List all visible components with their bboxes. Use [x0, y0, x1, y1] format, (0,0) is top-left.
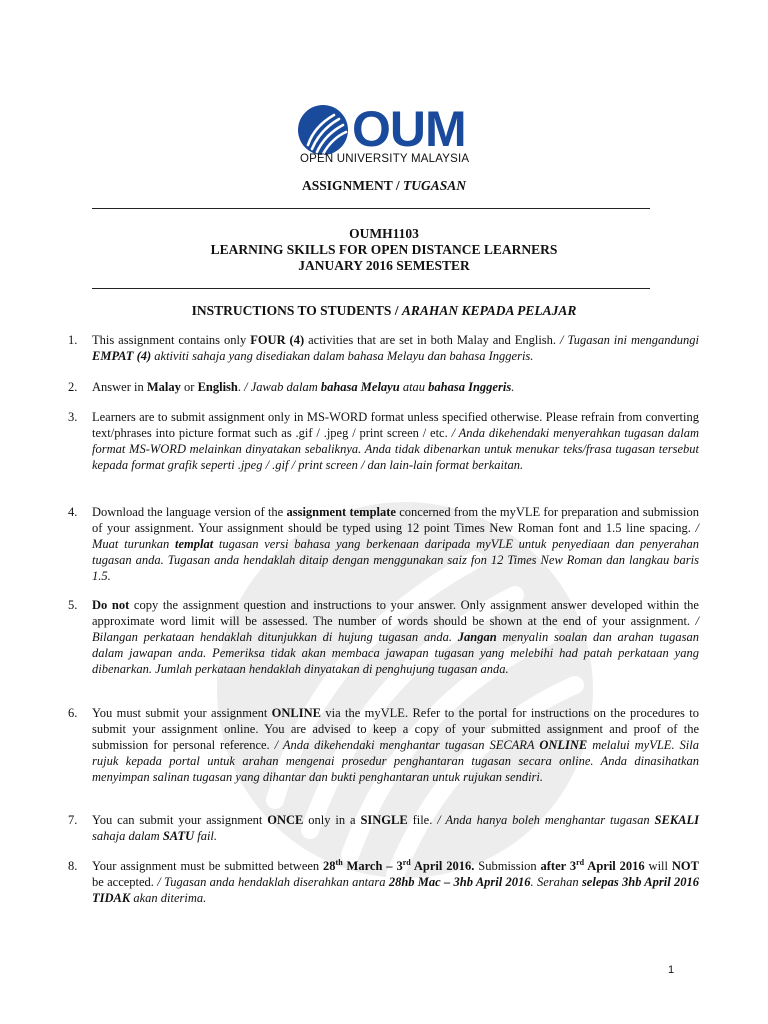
- text-english: via the myVLE. Refer to the portal for instructions on the procedures to submit your assignment online. You are advised to keep a copy of your submitted assignment and proof of the submission for personal reference.: [92, 706, 699, 752]
- item-number: 8.: [68, 859, 78, 873]
- text-malay: templat: [174, 537, 214, 551]
- text-malay: SEKALI: [654, 813, 699, 827]
- text-english: th: [335, 857, 343, 867]
- text-malay: atau: [399, 380, 429, 394]
- text-malay: SATU: [162, 829, 195, 843]
- text-malay: bahasa Melayu: [320, 380, 400, 394]
- text-malay: / Anda dikehendaki menyerahkan tugasan dalam format MS-WORD melainkan dinyatakan sebaliknya. Anda tidak dibenarkan untuk menukar teks/frasa tugasan tersebut kepada format grafik seperti .jpeg / .gif / print screen / dan lain-lain format berkaitan.: [92, 426, 699, 472]
- logo-subtitle: OPEN UNIVERSITY MALAYSIA: [300, 153, 470, 165]
- text-malay: sahaja dalam: [92, 829, 163, 843]
- text-malay: menyalin soalan dan arahan tugasan dalam jawapan anda. Pemeriksa tidak akan membaca jawapan tugasan yang melebihi had patah perkataan yang dibenarkan. Jumlah perkataan hendaklah dinyatakan di penghujung tugasan anda.: [92, 630, 700, 676]
- text-english: concerned from the myVLE for preparation and submission of your assignment. Your assignment should be typed using 12 point Times New Roman font and 1.5 line spacing.: [92, 505, 699, 535]
- item-number: 7.: [68, 813, 78, 827]
- text-malay: .: [511, 380, 515, 394]
- text-english: You must submit your assignment: [92, 706, 272, 720]
- text-english: Malay: [146, 380, 181, 394]
- logo-wordmark: OUM: [352, 101, 466, 157]
- text-malay: akan diterima.: [130, 891, 207, 905]
- text-english: NOT: [671, 859, 699, 873]
- text-english: Submission: [474, 859, 541, 873]
- text-english: rd: [576, 857, 585, 867]
- text-malay: Jangan: [457, 630, 497, 644]
- text-english: ONCE: [267, 813, 304, 827]
- text-malay: 28hb Mac – 3hb April 2016: [388, 875, 531, 889]
- text-malay: melalui myVLE. Sila rujuk kepada portal untuk arahan mengenai prosedur penghantaran tugasan secara online. Anda dinasihatkan menyimpan salinan tugasan yang dihantar dan bukti penghantaran untuk rujukan sendiri.: [92, 738, 699, 784]
- text-malay: / Muat turunkan: [92, 521, 699, 551]
- text-english: Do not: [92, 598, 130, 612]
- text-malay: fail.: [194, 829, 218, 843]
- text-malay: / Anda hanya boleh menghantar tugasan: [437, 813, 655, 827]
- oum-logo: [298, 101, 470, 169]
- text-english: after 3: [540, 859, 577, 873]
- instruction-item: [68, 705, 699, 785]
- text-english: SINGLE: [360, 813, 408, 827]
- text-english: assignment template: [286, 505, 396, 519]
- oum-emblem-icon: [298, 105, 348, 155]
- text-english: be accepted.: [92, 875, 158, 889]
- assignment-title: ASSIGNMENT / TUGASAN: [301, 178, 467, 193]
- text-malay: / Tugasan anda hendaklah diserahkan antara: [157, 875, 389, 889]
- text-english: will: [644, 859, 672, 873]
- text-malay: / Bilangan perkataan hendaklah ditunjukkan di hujung tugasan anda.: [92, 614, 699, 644]
- instruction-item: [68, 504, 699, 584]
- text-english: file.: [407, 813, 438, 827]
- text-english: or: [180, 380, 198, 394]
- text-english: Your assignment must be submitted between: [92, 859, 324, 873]
- text-english: copy the assignment question and instructions to your answer. Only assignment answer developed within the approximate word limit will be assessed. The number of words should be shown at the end of your assignment.: [92, 598, 699, 628]
- text-malay: / Anda dikehendaki menghantar tugasan SECARA: [274, 738, 540, 752]
- text-english: You can submit your assignment: [92, 813, 268, 827]
- text-malay: / Jawab dalam: [244, 380, 321, 394]
- page-number: 1: [668, 964, 675, 976]
- instruction-item: [68, 812, 699, 844]
- item-number: 3.: [68, 410, 78, 424]
- text-english: .: [237, 380, 245, 394]
- text-english: April 2016.: [410, 859, 475, 873]
- divider: [92, 208, 650, 209]
- course-heading: [0, 226, 768, 274]
- semester: JANUARY 2016 SEMESTER: [298, 258, 470, 273]
- text-english: Download the language version of the: [92, 505, 287, 519]
- instructions-title: INSTRUCTIONS TO STUDENTS / ARAHAN KEPADA PELAJAR: [191, 303, 577, 318]
- instruction-item: [68, 857, 700, 906]
- text-english: only in a: [303, 813, 361, 827]
- text-malay: / Tugasan ini mengandungi: [560, 333, 699, 347]
- item-number: 6.: [68, 706, 78, 720]
- text-english: Answer in: [92, 380, 147, 394]
- course-name: LEARNING SKILLS FOR OPEN DISTANCE LEARNERS: [210, 242, 558, 257]
- instruction-item: [68, 409, 699, 473]
- text-english: 28: [323, 859, 336, 873]
- text-english: Learners are to submit assignment only in MS-WORD format unless specified otherwise. Please refrain from converting text/phrases into picture format such as .gif / .jpeg / print screen / etc.: [92, 410, 699, 440]
- text-english: rd: [402, 857, 411, 867]
- text-malay: . Serahan: [530, 875, 582, 889]
- text-english: ONLINE: [271, 706, 321, 720]
- item-number: 1.: [68, 333, 78, 347]
- text-english: FOUR (4): [250, 333, 305, 347]
- text-english: activities that are set in both Malay and English.: [304, 333, 561, 347]
- instruction-item: [68, 379, 699, 395]
- divider: [92, 288, 650, 289]
- text-malay: EMPAT (4): [92, 349, 152, 363]
- text-english: This assignment contains only: [92, 333, 251, 347]
- instruction-item: [68, 332, 699, 364]
- text-malay: bahasa Inggeris: [428, 380, 512, 394]
- item-number: 2.: [68, 380, 78, 394]
- text-malay: aktiviti sahaja yang disediakan dalam bahasa Melayu dan bahasa Inggeris.: [151, 349, 534, 363]
- text-english: March – 3: [342, 859, 403, 873]
- text-english: English: [197, 380, 238, 394]
- instruction-item: [68, 597, 700, 677]
- course-code: OUMH1103: [349, 226, 419, 241]
- text-malay: selepas 3hb April 2016 TIDAK: [92, 875, 700, 905]
- text-english: April 2016: [584, 859, 645, 873]
- text-malay: tugasan versi bahasa yang berkenaan daripada myVLE untuk penyediaan dan penyerahan tugasan anda. Tugasan anda hendaklah ditaip dengan menggunakan saiz fon 12 Times New Roman dan langkau baris 1.5.: [92, 537, 699, 583]
- item-number: 5.: [68, 598, 78, 612]
- text-malay: ONLINE: [539, 738, 588, 752]
- item-number: 4.: [68, 505, 78, 519]
